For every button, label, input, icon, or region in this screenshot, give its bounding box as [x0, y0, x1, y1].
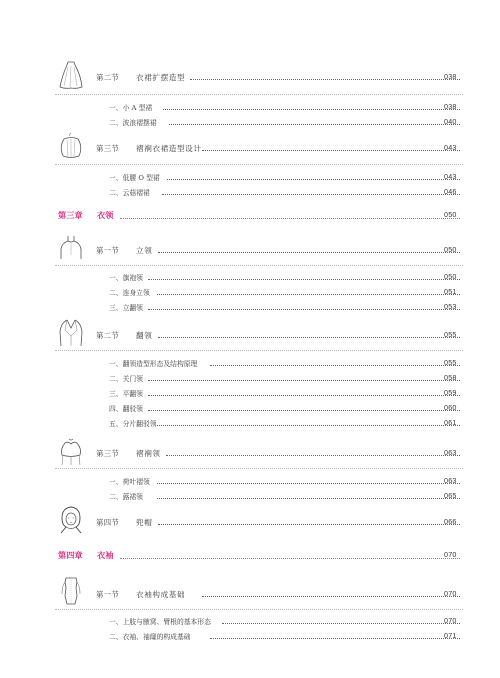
dotted-leader — [169, 124, 460, 125]
subsection-text: 四、翻驳领 — [109, 405, 143, 413]
divider — [55, 94, 463, 95]
page-number: 038 — [444, 102, 457, 111]
page-number: 053 — [444, 302, 457, 311]
dotted-leader — [157, 483, 460, 484]
subsection-text: 一、荷叶褶领 — [109, 478, 150, 486]
page-number: 050 — [444, 272, 457, 281]
dotted-leader — [190, 79, 460, 80]
dotted-leader — [148, 410, 460, 411]
dotted-leader — [162, 194, 460, 195]
dotted-leader — [148, 279, 460, 280]
subsection-text: 二、蕗裙领 — [109, 493, 143, 501]
subsection-text: 三、立翻领 — [109, 304, 143, 312]
dotted-leader — [202, 150, 460, 151]
dotted-leader — [158, 337, 460, 338]
page-number: 043 — [444, 143, 457, 152]
subsection-text: 一、上肢与腋窝、臂根的基本形态 — [109, 618, 211, 626]
chapter-title: 衣袖 — [97, 550, 114, 560]
section-label: 第三节 — [96, 144, 120, 153]
dotted-leader — [167, 179, 460, 180]
section-title: 翻领 — [136, 331, 153, 340]
dotted-leader — [157, 294, 460, 295]
dotted-leader — [163, 109, 460, 110]
page-number: 058 — [444, 373, 457, 382]
divider — [55, 468, 463, 469]
page-number: 050 — [444, 210, 457, 219]
lapel-collar-icon — [58, 318, 84, 348]
chapter-number: 第三章 — [58, 210, 83, 220]
page-number: 055 — [444, 330, 457, 339]
page-number: 051 — [444, 287, 457, 296]
dotted-leader — [148, 380, 460, 381]
subsection-text: 一、翻领造型形态及结构原理 — [109, 360, 198, 368]
page-number: 059 — [444, 388, 457, 397]
chapter-title: 衣领 — [97, 210, 114, 220]
section-title: 褶裥衣裙造型设计 — [136, 144, 202, 153]
page-number: 071 — [444, 631, 457, 640]
stand-collar-icon — [58, 233, 84, 263]
section-title: 衣袖构成基础 — [136, 590, 186, 599]
sleeve-mannequin-icon — [58, 576, 84, 606]
subsection-text: 一、低腰 O 型裙 — [109, 174, 160, 182]
flared-skirt-icon — [58, 60, 84, 90]
dotted-leader — [120, 558, 460, 559]
subsection-text: 二、衣袖、袖窿的构成基础 — [109, 633, 191, 641]
section-label: 第二节 — [96, 73, 120, 82]
divider — [55, 609, 463, 610]
dotted-leader — [148, 309, 460, 310]
section-title: 兜帽 — [136, 518, 153, 527]
subsection-text: 五、分片翻驳领 — [109, 420, 157, 428]
divider — [55, 164, 463, 165]
chapter-number: 第四章 — [58, 550, 83, 560]
section-title: 褶裥领 — [136, 449, 161, 458]
section-label: 第一节 — [96, 590, 120, 599]
subsection-text: 三、平翻领 — [109, 390, 143, 398]
section-label: 第四节 — [96, 518, 120, 527]
divider — [55, 265, 463, 266]
page-number: 050 — [444, 245, 457, 254]
subsection-text: 二、云菇褶裙 — [109, 189, 150, 197]
subsection-text: 一、旗袍领 — [109, 274, 143, 282]
divider — [55, 350, 463, 351]
dotted-leader — [120, 218, 460, 219]
dotted-leader — [157, 425, 460, 426]
section-label: 第一节 — [96, 246, 120, 255]
page-number: 038 — [444, 72, 457, 81]
hood-icon — [58, 505, 84, 535]
page-number: 070 — [444, 589, 457, 598]
dotted-leader — [210, 365, 460, 366]
pleated-collar-icon — [58, 437, 84, 467]
subsection-text: 二、波浪褶摆裙 — [109, 119, 157, 127]
section-label: 第三节 — [96, 449, 120, 458]
page-number: 043 — [444, 172, 457, 181]
section-title: 立领 — [136, 246, 153, 255]
page-number: 046 — [444, 187, 457, 196]
dotted-leader — [158, 524, 460, 525]
dotted-leader — [158, 252, 460, 253]
subsection-text: 二、连身立领 — [109, 289, 150, 297]
page-number: 063 — [444, 448, 457, 457]
dotted-leader — [157, 498, 460, 499]
page-number: 070 — [444, 616, 457, 625]
subsection-text: 二、关门领 — [109, 375, 143, 383]
page-number: 055 — [444, 358, 457, 367]
page-number: 060 — [444, 403, 457, 412]
page-number: 066 — [444, 517, 457, 526]
page-number: 063 — [444, 476, 457, 485]
dotted-leader — [166, 455, 460, 456]
page-number: 065 — [444, 491, 457, 500]
dotted-leader — [202, 596, 460, 597]
section-label: 第二节 — [96, 331, 120, 340]
page-number: 061 — [444, 418, 457, 427]
subsection-text: 一、小 A 型裙 — [109, 104, 153, 112]
dotted-leader — [210, 638, 460, 639]
section-title: 衣裙扩摆造型 — [136, 73, 186, 82]
pleated-skirt-icon — [58, 131, 84, 161]
page-number: 040 — [444, 117, 457, 126]
dotted-leader — [148, 395, 460, 396]
page-number: 070 — [444, 550, 457, 559]
dotted-leader — [222, 623, 460, 624]
